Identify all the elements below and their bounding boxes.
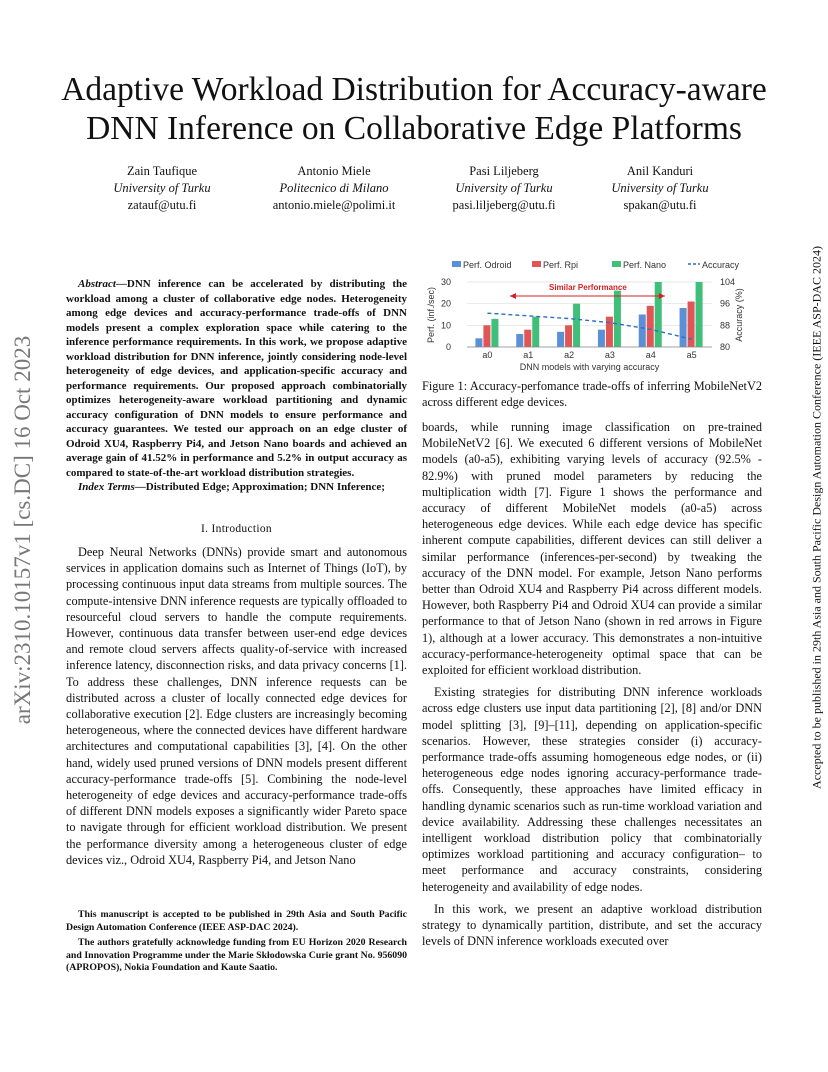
y-right-tick-label: 96 bbox=[720, 298, 731, 309]
y-axis-label: Perf. (inf./sec) bbox=[426, 286, 436, 344]
abstract-label: Abstract bbox=[78, 278, 116, 290]
bar-perf-nano-a5 bbox=[696, 282, 703, 347]
author-name: Pasi Liljeberg bbox=[469, 164, 539, 178]
author-email: pasi.liljeberg@utu.fi bbox=[452, 198, 556, 212]
legend-swatch-2 bbox=[532, 261, 541, 267]
bar-perf-odroid-a5 bbox=[680, 308, 687, 347]
y-tick-label: 20 bbox=[440, 298, 451, 309]
bar-perf-rpi-a3 bbox=[606, 317, 613, 347]
author-email: spakan@utu.fi bbox=[623, 198, 697, 212]
legend-label-1: Perf. Odroid bbox=[463, 260, 512, 270]
x-axis-label: DNN models with varying accuracy bbox=[519, 362, 660, 372]
legend-swatch-1 bbox=[452, 261, 461, 267]
author-3 bbox=[424, 163, 584, 214]
bar-perf-nano-a1 bbox=[532, 317, 539, 347]
paper-title: Adaptive Workload Distribution for Accuracy-aware DNN Inference on Collaborative Edge Platforms bbox=[61, 71, 767, 147]
footnote-1: This manuscript is accepted to be published in 29th Asia and South Pacific Design Automation Conference (IEEE ASP-DAC 2024). bbox=[66, 909, 407, 933]
author-email: antonio.miele@polimi.it bbox=[272, 198, 396, 212]
bar-perf-rpi-a1 bbox=[524, 330, 531, 347]
acceptance-note-text: Accepted to be published in 29th Asia and South Pacific Design Automation Conference (IEEE ASP-DAC 2024) bbox=[809, 246, 824, 789]
x-tick-label: a0 bbox=[482, 350, 493, 360]
annotation-arrowhead-left bbox=[510, 293, 516, 299]
figure-1-chart bbox=[422, 252, 762, 378]
bar-perf-odroid-a0 bbox=[475, 338, 482, 347]
bar-perf-odroid-a2 bbox=[557, 332, 564, 347]
y-axis-right-label: Accuracy (%) bbox=[734, 288, 744, 342]
author-affiliation: University of Turku bbox=[113, 181, 211, 195]
abstract bbox=[66, 277, 407, 495]
y-tick-label: 30 bbox=[440, 277, 451, 287]
author-1 bbox=[82, 163, 242, 214]
intro-left-column bbox=[66, 544, 407, 868]
bar-perf-nano-a4 bbox=[655, 282, 662, 347]
bar-perf-rpi-a0 bbox=[483, 325, 490, 347]
x-tick-label: a3 bbox=[604, 350, 615, 360]
bar-perf-odroid-a1 bbox=[516, 334, 523, 347]
author-affiliation: University of Turku bbox=[455, 181, 553, 195]
author-name: Zain Taufique bbox=[126, 164, 198, 178]
author-4 bbox=[580, 163, 740, 214]
y-tick-label: 0 bbox=[445, 342, 451, 352]
paragraph-3: In this work, we present an adaptive workload distribution strategy to dynamically partition, distribute, and set the accuracy levels of DNN inference workloads executed over bbox=[422, 901, 762, 949]
author-email: zatauf@utu.fi bbox=[127, 198, 197, 212]
index-terms-label: Index Terms bbox=[78, 481, 135, 493]
abstract-text: —DNN inference can be accelerated by distributing the workload among a cluster of collaborative edge nodes. Heterogeneity among edge devices and accuracy-performance trade-offs of DNN models present a complex exploration space while catering to the inference performance requirements. In this work, we propose adaptive workload distribution for DNN inference, jointly considering node-level heterogeneity of edge devices, and application-specific accuracy and performance requirements. Our proposed approach combinatorially optimizes heterogeneity-aware workload partitioning and dynamic accuracy configuration of DNN models to ensure performance and accuracy guarantees. We tested our approach on an edge cluster of Odroid XU4, Raspberry Pi4, and Jetson Nano boards and achieved an average gain of 41.52% in performance and 5.2% in output accuracy as compared to state-of-the-art workload distribution strategies. bbox=[66, 278, 407, 479]
author-name: Antonio Miele bbox=[297, 164, 371, 178]
y-right-tick-label: 104 bbox=[720, 277, 736, 287]
intro-paragraph: Deep Neural Networks (DNNs) provide smart and autonomous services in application domains such as Internet of Things (IoT), by processing continuous input data streams from multiple sources. The compute-intensive DNN inference requests are typically offloaded to resourceful cloud servers to handle the compute requirements. However, continuous data transfer between user-end edge devices and remote cloud servers affects quality-of-service with increased inference latency, disconnection risks, and data privacy concerns [1]. To address these challenges, DNN inference requests can be distributed across a cluster of locally connected edge devices for collaborative execution [2]. Edge clusters are increasingly becoming heterogeneous, where the connected devices have different hardware architectures and computational capabilities [3], [4]. On the other hand, widely used pruned versions of DNN models present different accuracy-performance trade-offs [5]. Combining the node-level heterogeneity of edge devices and accuracy-performance trade-offs of different DNN models exposes a significantly wider Pareto space to navigate through for efficient workload distribution. We present the performance diversity among a heterogeneous cluster of edge devices viz., Odroid XU4, Raspberry Pi4, and Jetson Nano bbox=[66, 545, 407, 867]
author-affiliation: Politecnico di Milano bbox=[279, 181, 389, 195]
author-affiliation: University of Turku bbox=[611, 181, 709, 195]
bar-perf-rpi-a4 bbox=[647, 306, 654, 347]
bar-perf-nano-a3 bbox=[614, 291, 621, 347]
footnote-2: The authors gratefully acknowledge funding from EU Horizon 2020 Research and Innovation Programme under the Marie Skłodowska Curie grant No. 956090 (APROPOS), Nokia Foundation and Kaute Saatio. bbox=[66, 937, 407, 973]
bar-perf-nano-a2 bbox=[573, 304, 580, 347]
legend-label-accuracy: Accuracy bbox=[702, 260, 740, 270]
bar-perf-odroid-a4 bbox=[639, 315, 646, 348]
bar-perf-odroid-a3 bbox=[598, 330, 605, 347]
y-right-tick-label: 88 bbox=[720, 320, 731, 331]
figure-caption: Figure 1: Accuracy-perfomance trade-offs of inferring MobileNetV2 across different edge devices. bbox=[422, 379, 762, 410]
annotation-arrowhead-right bbox=[659, 293, 665, 299]
author-2 bbox=[254, 163, 414, 214]
annotation-similar-performance: Similar Performance bbox=[549, 283, 627, 292]
y-right-tick-label: 80 bbox=[720, 342, 731, 352]
bar-perf-nano-a0 bbox=[491, 319, 498, 347]
footnotes bbox=[66, 909, 407, 978]
index-terms-text: —Distributed Edge; Approximation; DNN Inference; bbox=[134, 481, 385, 493]
y-tick-label: 10 bbox=[440, 320, 451, 331]
bar-perf-rpi-a2 bbox=[565, 325, 572, 347]
x-tick-label: a4 bbox=[645, 350, 656, 360]
section-heading: I. Introduction bbox=[201, 523, 272, 535]
arxiv-stamp-text: arXiv:2310.10157v1 [cs.DC] 16 Oct 2023 bbox=[10, 335, 35, 725]
x-tick-label: a2 bbox=[564, 350, 575, 360]
x-tick-label: a5 bbox=[686, 350, 697, 360]
bar-perf-rpi-a5 bbox=[688, 302, 695, 348]
legend-label-3: Perf. Nano bbox=[623, 260, 667, 270]
legend-label-2: Perf. Rpi bbox=[543, 260, 579, 270]
author-name: Anil Kanduri bbox=[626, 164, 694, 178]
paragraph-2: Existing strategies for distributing DNN inference workloads across edge clusters use input data partitioning [2], [8] and/or DNN model splitting [3], [9]–[11], depending on application-specific scenarios. However, these strategies consider (i) accuracy-performance trade-offs assuming homogeneous edge nodes, or (ii) heterogeneous edge nodes ignoring accuracy-performance trade-offs. Consequently, these approaches have limited efficacy in handling dynamic scenarios such as run-time workload variation and device availability. Addressing these challenges necessitates an intelligent workload distribution policy that combinatorially optimizes workload partitioning and accuracy configuration– to meet performance and accuracy constraints, considering heterogeneity and availability of edge nodes. bbox=[422, 685, 762, 894]
paragraph-1: boards, while running image classification on pre-trained MobileNetV2 [6]. We executed 6 different versions of MobileNet models (a0-a5), exhibiting varying levels of accuracy (92.5% - 82.9%) with pruned model parameters by reducing the multiplication width [7]. Figure 1 shows the performance and accuracy of different MobileNet models (a0-a5) across heterogeneous edge devices. While each edge device has specific inherent compute capabilities, different devices can still deliver a similar performance (inferences-per-second) by tweaking the accuracy of the DNN model. For example, Jetson Nano performs better than Odroid XU4 and Raspberry Pi4 across different models. However, both Raspberry Pi4 and Odroid XU4 can provide a similar performance to that of Jetson Nano (shown in red arrows in Figure 1), although at a lower accuracy. This demonstrates a non-intuitive accuracy-performance-heterogeneity optimal space that can be exploited for efficient workload distribution. bbox=[422, 420, 762, 678]
legend-swatch-3 bbox=[612, 261, 621, 267]
x-tick-label: a1 bbox=[523, 350, 534, 360]
right-column-text bbox=[422, 419, 762, 950]
